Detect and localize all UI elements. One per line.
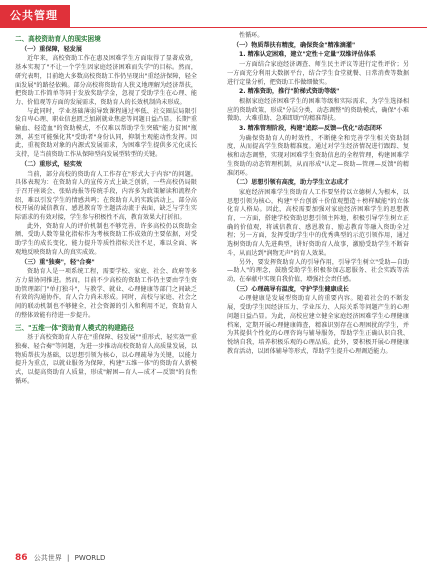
paragraph: 一方面结合家庭经济调查、师生民主评议等进行定性评价；另一方面充分利用大数据平台，结合学生食堂就餐、日常消费等数据进行定量分析，把资助工作做细做实。 [227, 61, 409, 86]
item-heading: 2. 精准资助，推行"阶梯式资助等级" [239, 88, 340, 96]
subsection-heading: （二）思想引领有高度，助力学生立志成才 [233, 179, 349, 187]
page-footer [15, 553, 105, 563]
subsection-heading: （一）物质帮扶有精度，确保资金"精准滴灌" [233, 41, 356, 49]
section-heading: 三、"五维一体"资助育人模式的构建路径 [15, 323, 134, 332]
section-label: 公共管理 [0, 5, 70, 27]
paragraph: 性循环。 [239, 32, 264, 39]
publication-name-en: PWORLD [74, 554, 106, 562]
header-band [0, 0, 427, 28]
paragraph: 根据家庭经济困难学生的困难等级和实际需求，为学生选择相应的资助政策，形成"分层分类、动态调整"的资助模式，确保"小难微助、大难重助、急难即助"的精准帮扶。 [227, 97, 409, 123]
paragraph: 与此同时，学业基础薄弱导致课程通过率低、社交圈层局限引发自卑心理、职业信息匮乏加剧就业焦虑等问题日益凸显。长期"重输血、轻造血"的资助模式，不仅难以帮助学生突破"能力贫困"瓶颈，甚至可能强化其"受助者"身份认同，抑制主观能动性发挥。因此，重视资助对象的内源式发展需求，为困难学生提供多元化成长支持，是当前资助工作从保障型向发展型转型的关键。 [15, 107, 197, 159]
paragraph: 资助育人是一项系统工程，需要学校、家庭、社会、政府等多方力量协同推进。然而，目前不少高校的资助工作仍主要由学生资助管理部门"单打独斗"，与教学、就业、心理健康等部门之间缺乏有效的沟通协作，育人合力尚未形成。同时，高校与家庭、社会之间的联动机制也不够健全，社会资源的引入和利用不足，资助育人的整体效能有待进一步提升。 [15, 268, 197, 319]
section-heading: 二、高校资助育人的现实困境 [15, 35, 101, 43]
paragraph: 当前，部分高校的资助育人工作存在"形式大于内容"的问题。具体表现为：在资助育人的宣传方式上缺乏创新，一些高校仍局限于召开座谈会、张贴海报等传统手段，内容多为政策解读和流程介绍，难以引发学生的情感共鸣；在资助育人的实践活动上，部分高校开展的诚信教育、感恩教育等主题活动流于表面，缺乏与学生实际需求的有效对接，学生参与积极性不高，教育效果大打折扣。 [15, 170, 197, 222]
paragraph: 心理健康是发展型资助育人的重要内容。随着社会的不断发展，受助学生因经济压力、学业压力、人际关系等问题产生的心理问题日益凸显。为此，高校应建立健全家庭经济困难学生心理健康档案，定期开展心理健康筛查，精准识别存在心理困扰的学生，并为其提供个性化的心理咨询与辅导服务，帮助学生正确认识自我、悦纳自我，培养积极乐观的心理品质。此外，要积极开展心理健康教育活动，以团体辅导等形式，帮助学生提升心理调适能力。 [227, 295, 409, 355]
paragraph: 家庭经济困难学生资助育人工作要坚持以立德树人为根本，以思想引领为核心，构建"平台创新＋价值观塑造＋榜样赋能"的立体化育人格局。因此，高校需要加强对家庭经济困难学生的思想教育，一方面，搭建学校资助思想引领主阵地，积极引导学生树立正确的价值观，将诚信教育、感恩教育、励志教育等融入资助全过程；另一方面，发挥受助学生中的优秀典型的示范引领作用，通过选树资助育人先进典型，讲好资助育人故事，激励受助学生不断奋斗，从而达到"润物无声"的育人效果。 [227, 188, 409, 257]
page-number: 86 [15, 553, 28, 563]
paragraph: 为确保资助育人的时效性，不断健全和完善学生相关资助制度，从而提高学生资助精准度。通过对学生经济情况进行跟踪、复核和动态调整，实现对困难学生资助信息的全程管理，构建困难学生资助的动态管理机制，从而形成"认定—资助—管理—反馈"的精准闭环。 [227, 134, 409, 177]
paragraph: 此外，资助育人的评价机制也不够完善，许多高校仍以资助金额、受助人数等量化指标作为考核资助工作成效的主要依据，对受助学生的成长变化、能力提升等质性指标关注不足，难以全面、客观地反映资助育人的真实成效。 [15, 222, 197, 256]
left-column [15, 32, 197, 386]
subsection-heading: （三）重"独奏"，轻"合奏" [21, 258, 95, 266]
right-column [227, 32, 409, 356]
subsection-heading: （一）重保障，轻发展 [21, 45, 82, 53]
paragraph: 基于高校资助育人存在"重保障、轻发展""重形式、轻实效""重独奏、轻合奏"等问题，为进一步推动高校资助育人高质量发展，以物质帮扶为基础，以思想引领为核心，以心理疏导为关键，以能力提升为重点，以就业服务为保障，构建"五维一体"的资助育人新模式，以提高资助育人质量，形成"解困—育人—成才—反馈"的良性循环。 [15, 334, 197, 385]
paragraph: 近年来，高校资助工作在惠及困难学生方面取得了显著成效，基本实现了"不让一个学生因家庭经济困难而失学"的目标。然而，研究表明，目前绝大多数高校资助工作仍呈现出"重经济保障，轻全面发展"的路径依赖。部分高校将资助育人狭义地理解为经济帮扶，把资助工作简单等同于发放奖助学金，忽视了受助学生在心理、能力、价值观等方面的发展需求，资助育人的长效机制尚未形成。 [15, 55, 197, 106]
publication-name: 公共世界 [33, 554, 62, 562]
item-heading: 1. 精准认定困难，建立"定性＋定量"双维评估体系 [239, 51, 376, 59]
header-rule [0, 27, 427, 28]
paragraph: 另外，要发挥资助育人的引导作用，引导学生树立"受助—自助—助人"的理念，鼓励受助学生积极参加志愿服务、社会实践等活动，在奉献中实现自我价值，增强社会责任感。 [227, 258, 409, 283]
subsection-heading: （二）重形式，轻实效 [21, 160, 82, 168]
item-heading: 3. 精准管理阶段，构建"追踪—反馈—优化"动态闭环 [239, 125, 382, 133]
footer-separator: | [67, 554, 70, 562]
subsection-heading: （三）心理疏导有温度，守护学生健康成长 [233, 285, 349, 293]
